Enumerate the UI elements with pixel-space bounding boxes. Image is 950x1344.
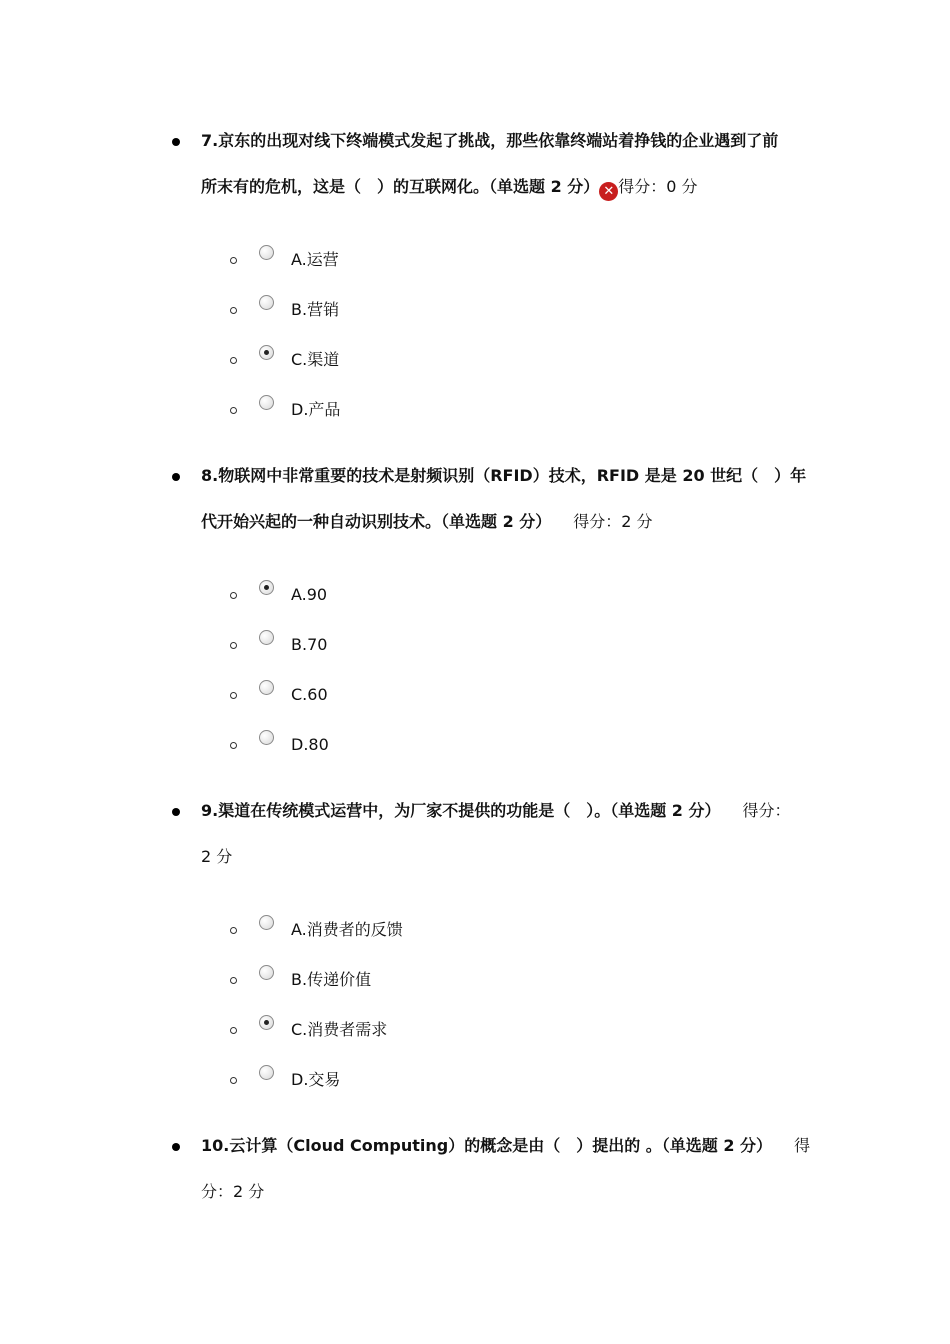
option-label: B.传递价值 bbox=[291, 970, 372, 989]
radio-option-c[interactable] bbox=[259, 345, 274, 360]
score-value: 分：2 分 bbox=[201, 1182, 265, 1201]
radio-option-a[interactable] bbox=[259, 580, 274, 595]
bullet-dot bbox=[172, 808, 180, 816]
radio-option-d[interactable] bbox=[259, 1065, 274, 1080]
option-label: D.产品 bbox=[291, 400, 341, 419]
radio-option-a[interactable] bbox=[259, 245, 274, 260]
option-row bbox=[0, 245, 950, 271]
option-row bbox=[0, 580, 950, 606]
option-label: C.渠道 bbox=[291, 350, 340, 369]
radio-option-d[interactable] bbox=[259, 395, 274, 410]
x-circle-icon: ✕ bbox=[599, 182, 618, 201]
bullet-circle bbox=[230, 592, 237, 599]
bullet-circle bbox=[230, 407, 237, 414]
option-label: A.运营 bbox=[291, 250, 339, 269]
score-value: 2 分 bbox=[201, 847, 233, 866]
bullet-dot bbox=[172, 138, 180, 146]
question-text-line1-row bbox=[201, 1136, 810, 1156]
score-label: 得 bbox=[794, 1136, 811, 1155]
radio-option-c[interactable] bbox=[259, 680, 274, 695]
score-label: 得分：2 分 bbox=[573, 512, 653, 531]
option-row bbox=[0, 965, 950, 991]
bullet-circle bbox=[230, 927, 237, 934]
score-label: 得分：0 分 bbox=[618, 177, 698, 196]
radio-option-d[interactable] bbox=[259, 730, 274, 745]
radio-option-b[interactable] bbox=[259, 630, 274, 645]
option-row bbox=[0, 395, 950, 421]
option-label: B.营销 bbox=[291, 300, 340, 319]
bullet-circle bbox=[230, 977, 237, 984]
bullet-circle bbox=[230, 357, 237, 364]
bullet-circle bbox=[230, 257, 237, 264]
bullet-dot bbox=[172, 473, 180, 481]
question-text: 所末有的危机，这是（ ）的互联网化。（单选题 2 分） bbox=[201, 177, 600, 196]
radio-option-a[interactable] bbox=[259, 915, 274, 930]
option-label: C.60 bbox=[291, 685, 328, 704]
bullet-dot bbox=[172, 1143, 180, 1151]
option-row bbox=[0, 295, 950, 321]
option-row bbox=[0, 915, 950, 941]
bullet-circle bbox=[230, 307, 237, 314]
option-label: D.80 bbox=[291, 735, 329, 754]
bullet-circle bbox=[230, 742, 237, 749]
question-text: 代开始兴起的一种自动识别技术。（单选题 2 分） bbox=[201, 512, 552, 531]
question-text: 10.云计算（Cloud Computing）的概念是由（ ）提出的 。（单选题 2 分） bbox=[201, 1136, 773, 1155]
option-row bbox=[0, 1065, 950, 1091]
option-label: A.消费者的反馈 bbox=[291, 920, 403, 939]
bullet-circle bbox=[230, 692, 237, 699]
question-text-line2-row bbox=[201, 512, 653, 532]
radio-option-c[interactable] bbox=[259, 1015, 274, 1030]
radio-option-b[interactable] bbox=[259, 965, 274, 980]
bullet-circle bbox=[230, 1027, 237, 1034]
option-label: B.70 bbox=[291, 635, 328, 654]
bullet-circle bbox=[230, 1077, 237, 1084]
option-row bbox=[0, 345, 950, 371]
question-text-line2-row bbox=[201, 177, 698, 201]
option-row bbox=[0, 730, 950, 756]
question-text-line1-row bbox=[201, 801, 791, 821]
option-row bbox=[0, 1015, 950, 1041]
radio-option-b[interactable] bbox=[259, 295, 274, 310]
option-label: C.消费者需求 bbox=[291, 1020, 388, 1039]
question-text: 7.京东的出现对线下终端模式发起了挑战，那些依靠终端站着挣钱的企业遇到了前 bbox=[201, 131, 779, 150]
question-text: 8.物联网中非常重要的技术是射频识别（RFID）技术，RFID 是是 20 世纪（ ）年 bbox=[201, 466, 807, 485]
score-label: 得分： bbox=[742, 801, 791, 820]
question-text: 9.渠道在传统模式运营中，为厂家不提供的功能是（ ）。（单选题 2 分） bbox=[201, 801, 721, 820]
option-label: D.交易 bbox=[291, 1070, 341, 1089]
option-row bbox=[0, 630, 950, 656]
option-row bbox=[0, 680, 950, 706]
option-label: A.90 bbox=[291, 585, 328, 604]
bullet-circle bbox=[230, 642, 237, 649]
